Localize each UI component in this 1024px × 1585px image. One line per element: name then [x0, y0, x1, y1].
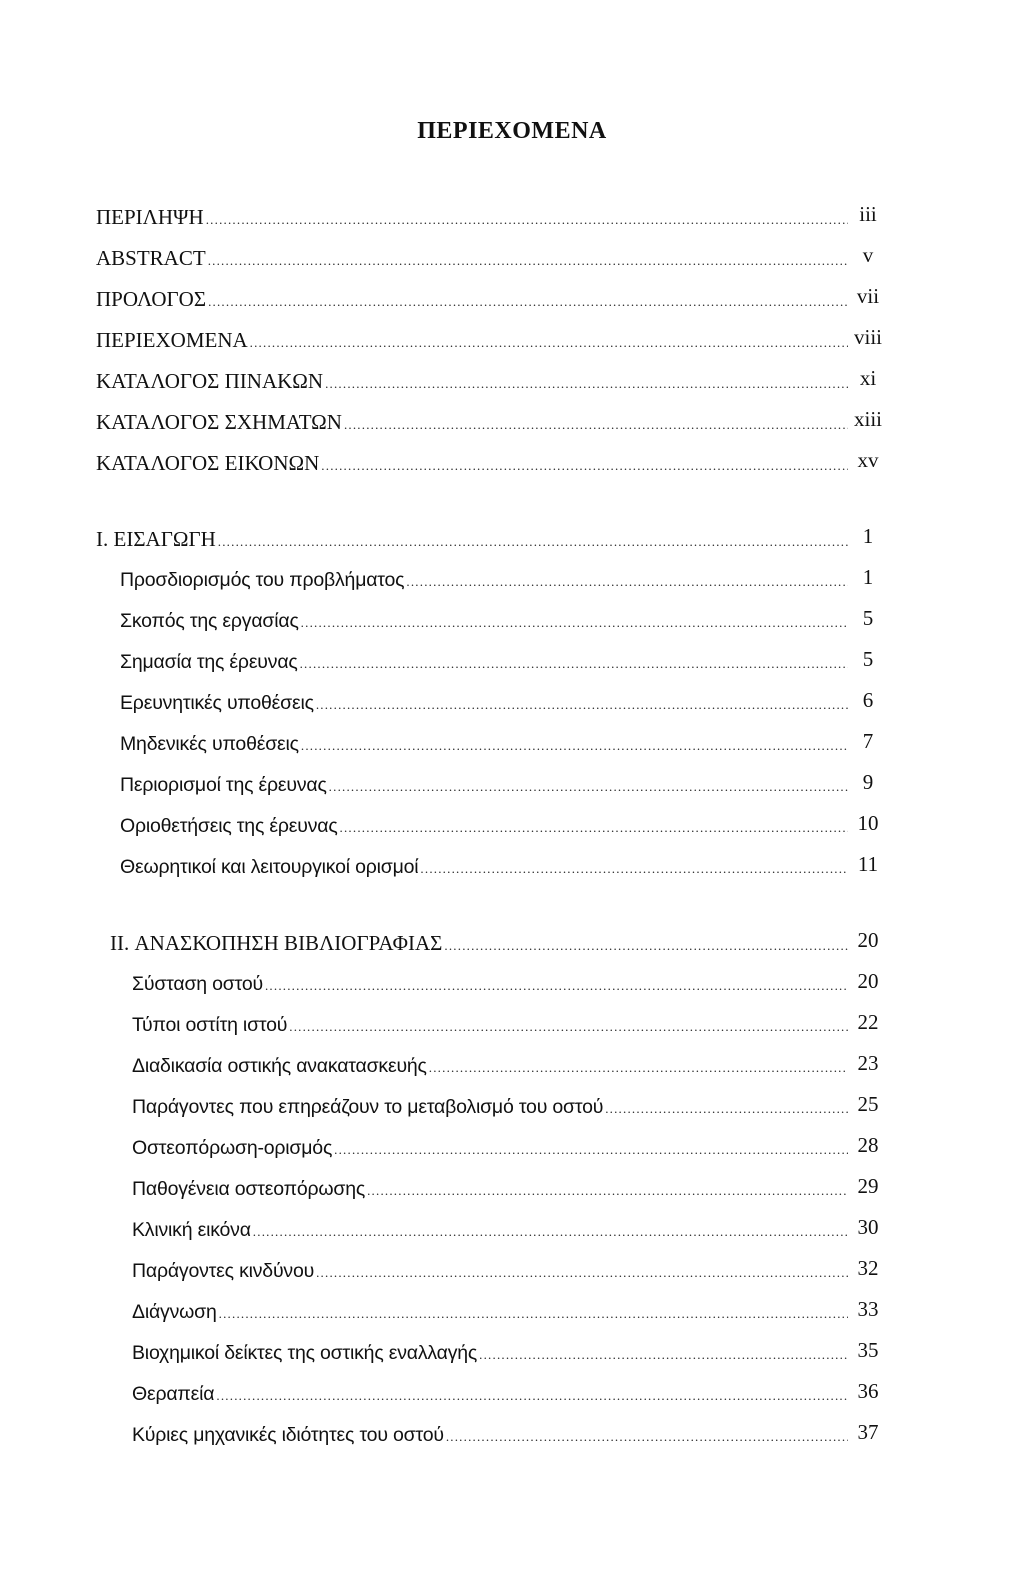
- dot-leader: [344, 410, 848, 440]
- entry-label: ΚΑΤΑΛΟΓΟΣ ΕΙΚΟΝΩΝ: [96, 451, 320, 475]
- dot-leader: [206, 205, 848, 235]
- toc-entry-section[interactable]: [120, 606, 848, 636]
- toc-entry-section[interactable]: [120, 811, 848, 841]
- entry-page-number: 35: [857, 1338, 879, 1362]
- entry-page-number: viii: [853, 325, 882, 349]
- entry-page-number: 36: [857, 1379, 879, 1403]
- entry-page-number: 11: [857, 852, 879, 876]
- dot-leader: [301, 608, 848, 638]
- entry-label: Σκοπός της εργασίας: [120, 610, 299, 632]
- entry-label: Κλινική εικόνα: [132, 1219, 251, 1241]
- entry-label: Μηδενικές υποθέσεις: [120, 733, 299, 755]
- entry-page-number: 5: [862, 647, 874, 671]
- dot-leader: [219, 1299, 848, 1329]
- entry-label: Διάγνωση: [132, 1301, 217, 1323]
- entry-page-number: xv: [857, 448, 879, 472]
- toc-entry-chapter-1[interactable]: [96, 524, 848, 554]
- entry-label: ΠΕΡΙΕΧΟΜΕΝΑ: [96, 328, 248, 352]
- entry-label: Διαδικασία οστικής ανακατασκευής: [132, 1055, 427, 1077]
- toc-entry-section[interactable]: [132, 1256, 848, 1286]
- entry-label: Ερευνητικές υποθέσεις: [120, 692, 314, 714]
- entry-page-number: 7: [862, 729, 874, 753]
- dot-leader: [605, 1094, 848, 1124]
- dot-leader: [208, 246, 848, 276]
- toc-entry-section[interactable]: [132, 1010, 848, 1040]
- entry-label: ΠΕΡΙΛΗΨΗ: [96, 205, 204, 229]
- entry-page-number: 1: [862, 565, 874, 589]
- entry-label: Σημασία της έρευνας: [120, 651, 298, 673]
- toc-entry-section[interactable]: [132, 969, 848, 999]
- toc-entry-katalogos-eikonon[interactable]: [96, 448, 848, 478]
- toc-entry-section[interactable]: [120, 647, 848, 677]
- dot-leader: [334, 1135, 848, 1165]
- toc-entry-prologos[interactable]: [96, 284, 848, 314]
- entry-label: Οστεοπόρωση-ορισμός: [132, 1137, 333, 1159]
- dot-leader: [406, 567, 848, 597]
- entry-page-number: 37: [857, 1420, 879, 1444]
- entry-label: ΚΑΤΑΛΟΓΟΣ ΠΙΝΑΚΩΝ: [96, 369, 324, 393]
- dot-leader: [429, 1053, 848, 1083]
- toc-entry-section[interactable]: [132, 1338, 848, 1368]
- entry-label: Παθογένεια οστεοπόρωσης: [132, 1178, 366, 1200]
- toc-entry-section[interactable]: [132, 1092, 848, 1122]
- entry-label: I. ΕΙΣΑΓΩΓΗ: [96, 527, 216, 551]
- toc-entry-periexomena[interactable]: [96, 325, 848, 355]
- dot-leader: [300, 649, 848, 679]
- toc-entry-chapter-2[interactable]: [110, 928, 848, 958]
- entry-label: II. ΑΝΑΣΚΟΠΗΣΗ ΒΙΒΛΙΟΓΡΑΦΙΑΣ: [110, 931, 443, 955]
- dot-leader: [420, 854, 848, 884]
- entry-page-number: 20: [857, 928, 879, 952]
- toc-entry-section[interactable]: [120, 688, 848, 718]
- toc-entry-section[interactable]: [132, 1215, 848, 1245]
- entry-label: Κύριες μηχανικές ιδιότητες του οστού: [132, 1424, 444, 1446]
- entry-page-number: 9: [862, 770, 874, 794]
- dot-leader: [289, 1012, 848, 1042]
- toc-entry-section[interactable]: [120, 770, 848, 800]
- entry-label: Τύποι οστίτη ιστού: [132, 1014, 288, 1036]
- entry-page-number: xi: [859, 366, 877, 390]
- entry-page-number: 10: [857, 811, 879, 835]
- toc-entry-section[interactable]: [120, 565, 848, 595]
- entry-label: Οριοθετήσεις της έρευνας: [120, 815, 338, 837]
- entry-label: Παράγοντες κινδύνου: [132, 1260, 315, 1282]
- dot-leader: [479, 1340, 848, 1370]
- toc-entry-section[interactable]: [132, 1420, 848, 1450]
- dot-leader: [301, 731, 848, 761]
- entry-page-number: 23: [857, 1051, 879, 1075]
- toc-entry-section[interactable]: [132, 1379, 848, 1409]
- dot-leader: [367, 1176, 848, 1206]
- entry-page-number: 25: [857, 1092, 879, 1116]
- entry-page-number: 30: [857, 1215, 879, 1239]
- dot-leader: [446, 1422, 848, 1452]
- entry-page-number: 32: [857, 1256, 879, 1280]
- entry-page-number: xiii: [853, 407, 882, 431]
- dot-leader: [216, 1381, 848, 1411]
- toc-entry-section[interactable]: [120, 852, 848, 882]
- entry-page-number: vii: [856, 284, 880, 308]
- entry-label: Παράγοντες που επηρεάζουν το μεταβολισμό του οστού: [132, 1096, 604, 1118]
- entry-label: Θεραπεία: [132, 1383, 215, 1405]
- dot-leader: [321, 451, 848, 481]
- entry-label: ABSTRACT: [96, 246, 206, 270]
- toc-entry-section[interactable]: [132, 1133, 848, 1163]
- entry-page-number: 1: [862, 524, 874, 548]
- page-title: ΠΕΡΙΕΧΟΜΕΝΑ: [417, 118, 607, 144]
- dot-leader: [325, 369, 848, 399]
- entry-label: Περιορισμοί της έρευνας: [120, 774, 327, 796]
- toc-entry-section[interactable]: [132, 1051, 848, 1081]
- toc-entry-katalogos-pinakon[interactable]: [96, 366, 848, 396]
- entry-label: ΠΡΟΛΟΓΟΣ: [96, 287, 207, 311]
- entry-page-number: v: [862, 243, 874, 267]
- dot-leader: [340, 813, 848, 843]
- entry-label: ΚΑΤΑΛΟΓΟΣ ΣΧΗΜΑΤΩΝ: [96, 410, 342, 434]
- dot-leader: [265, 971, 848, 1001]
- toc-entry-section[interactable]: [120, 729, 848, 759]
- entry-page-number: iii: [859, 202, 877, 226]
- dot-leader: [218, 527, 848, 557]
- entry-page-number: 28: [857, 1133, 879, 1157]
- toc-entry-section[interactable]: [132, 1174, 848, 1204]
- toc-entry-abstract[interactable]: [96, 243, 848, 273]
- entry-page-number: 5: [862, 606, 874, 630]
- entry-page-number: 20: [857, 969, 879, 993]
- dot-leader: [316, 1258, 848, 1288]
- entry-page-number: 6: [862, 688, 874, 712]
- entry-page-number: 22: [857, 1010, 879, 1034]
- toc-entry-section[interactable]: [132, 1297, 848, 1327]
- entry-page-number: 29: [857, 1174, 879, 1198]
- entry-label: Βιοχημικοί δείκτες της οστικής εναλλαγής: [132, 1342, 478, 1364]
- entry-label: Προσδιορισμός του προβλήματος: [120, 569, 405, 591]
- dot-leader: [444, 931, 848, 961]
- entry-page-number: 33: [857, 1297, 879, 1321]
- dot-leader: [316, 690, 848, 720]
- dot-leader: [250, 328, 848, 358]
- entry-label: Θεωρητικοί και λειτουργικοί ορισμοί: [120, 856, 419, 878]
- entry-label: Σύσταση οστού: [132, 973, 263, 995]
- dot-leader: [329, 772, 848, 802]
- dot-leader: [253, 1217, 848, 1247]
- dot-leader: [208, 287, 848, 317]
- toc-entry-perilipsi[interactable]: [96, 202, 848, 232]
- toc-entry-katalogos-schimaton[interactable]: [96, 407, 848, 437]
